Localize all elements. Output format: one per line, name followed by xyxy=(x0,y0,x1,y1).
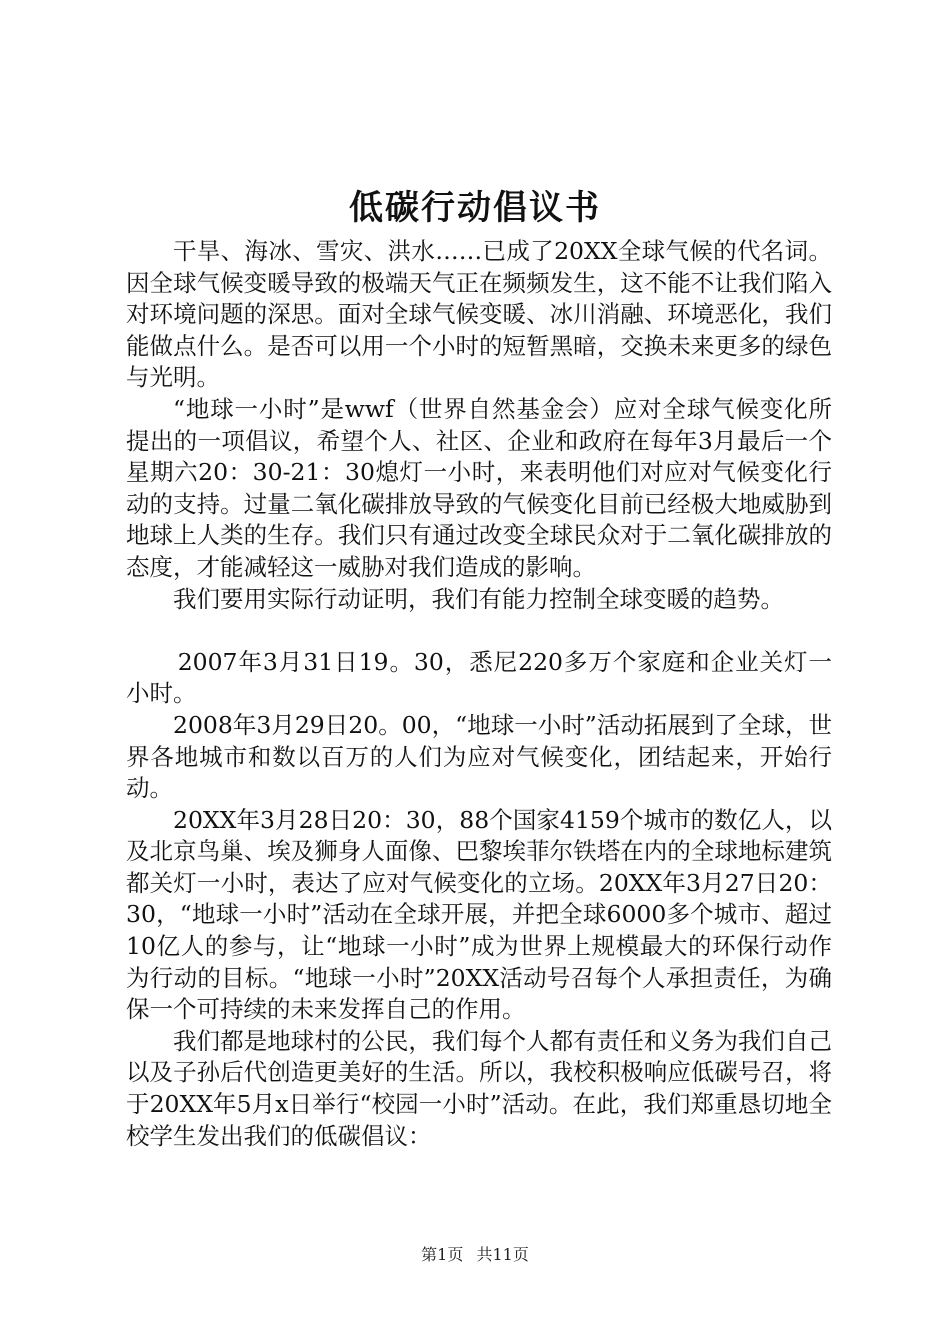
paragraph-earth-hour: “地球一小时”是wwf（世界自然基金会）应对全球气候变化所提出的一项倡议，希望个人、社区、企业和政府在每年3月最后一个星期六20：30-21：30熄灯一小时，来表明他们对应对气候变化行动的支持。过量二氧化碳排放导致的气候变化目前已经极大地威胁到地球上人类的生存。我们只有通过改变全球民众对于二氧化碳排放的态度，才能减轻这一威胁对我们造成的影响。 xyxy=(126,394,832,581)
paragraph-action: 我们要用实际行动证明，我们有能力控制全球变暖的趋势。 xyxy=(173,584,784,613)
paragraph-2008: 2008年3月29日20。00，“地球一小时”活动拓展到了全球，世界各地城市和数以百万的人们为应对气候变化，团结起来，开始行动。 xyxy=(126,710,832,803)
document-body xyxy=(126,236,832,1152)
paragraph-school: 我们都是地球村的公民，我们每个人都有责任和义务为我们自己以及子孙后代创造更美好的生活。所以，我校积极响应低碳号召，将于20XX年5月x日举行“校园一小时”活动。在此，我们郑重恳切地全校学生发出我们的低碳倡议： xyxy=(126,1026,832,1150)
page-footer xyxy=(0,1244,950,1266)
page-total: 共11页 xyxy=(476,1245,529,1264)
paragraph-intro: 干旱、海冰、雪灾、洪水……已成了20XX全球气候的代名词。因全球气候变暖导致的极端天气正在频频发生，这不能不让我们陷入对环境问题的深思。面对全球气候变暖、冰川消融、环境恶化，我们能做点什么。是否可以用一个小时的短暂黑暗，交换未来更多的绿色与光明。 xyxy=(126,237,832,392)
page-number: 第1页 xyxy=(421,1245,464,1264)
document-title: 低碳行动倡议书 xyxy=(349,188,601,228)
paragraph-20xx: 20XX年3月28日20：30，88个国家4159个城市的数亿人，以及北京鸟巢、埃及狮身人面像、巴黎埃菲尔铁塔在内的全球地标建筑都关灯一小时，表达了应对气候变化的立场。20XX年3月27日20：30，“地球一小时”活动在全球开展，并把全球6000多个城市、超过10亿人的参与，让“地球一小时”成为世界上规模最大的环保行动作为行动的目标。“地球一小时”20XX活动号召每个人承担责任，为确保一个可持续的未来发挥自己的作用。 xyxy=(126,805,832,1024)
paragraph-2007: 2007年3月31日19。30，悉尼220多万个家庭和企业关灯一小时。 xyxy=(126,647,832,708)
blank-line xyxy=(126,615,832,647)
